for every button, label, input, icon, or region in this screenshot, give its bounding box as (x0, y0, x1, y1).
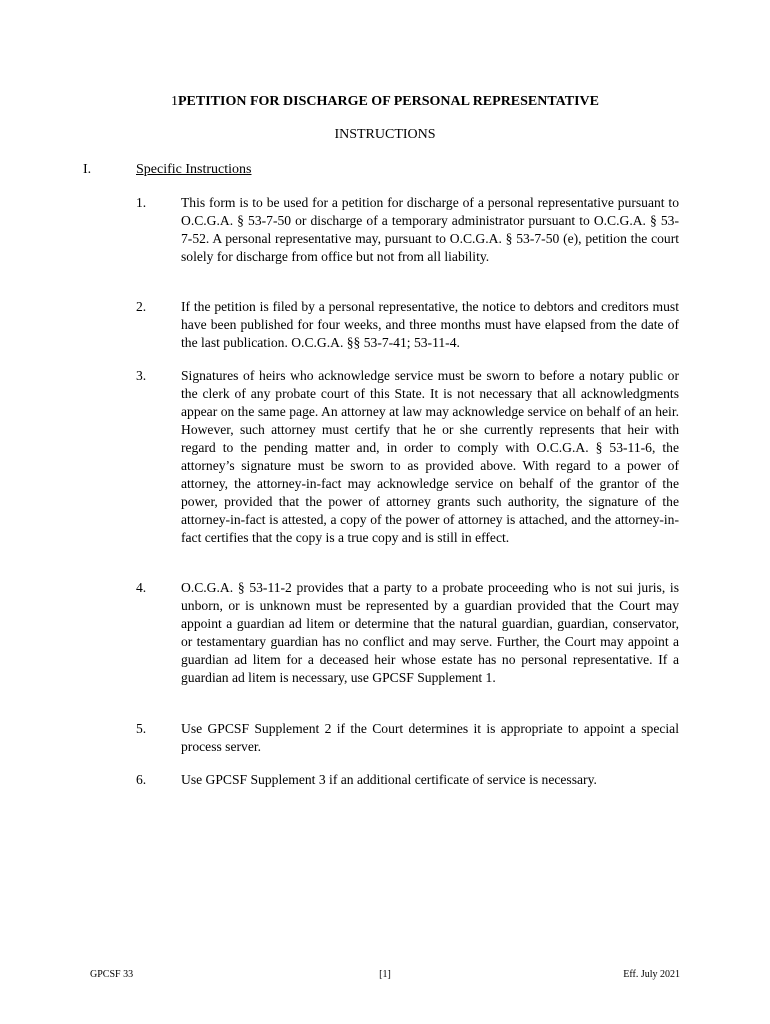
title-marker: 1 (171, 94, 178, 109)
item-text: O.C.G.A. § 53-11-2 provides that a party to a probate proceeding who is not sui juris, is unborn, or is unknown must be represented by a guardian provided that the Court may appoint a guardian ad litem or determine that the natural guardian, guardian, conservator, or testamentary guardian has no conflict and may serve. Further, the Court may appoint a guardian ad litem for a deceased heir whose estate has no personal representative. If a guardian ad litem is necessary, use GPCSF Supplement 1. (181, 580, 679, 685)
footer-form-id: GPCSF 33 (90, 969, 134, 980)
item-text: Signatures of heirs who acknowledge service must be sworn to before a notary public or the clerk of any probate court of this State. It is not necessary that all acknowledgments appear on the same page. An attorney at law may acknowledge service on behalf of an heir. However, such attorney must certify that he or she currently represents that heir with regard to the pending matter and, in order to comply with O.C.G.A. § 53-11-6, the attorney’s signature must be sworn to as provided above. With regard to a power of attorney, the attorney-in-fact may acknowledge service on behalf of the grantor of the power, provided that the power of attorney grants such authority, the signature of the attorney-in-fact is attested, a copy of the power of attorney is attached, and the attorney-in-fact certifies that the copy is a true copy and is still in effect. (181, 368, 679, 545)
item-text: If the petition is filed by a personal representative, the notice to debtors and creditors must have been published for four weeks, and three months must have elapsed from the date of the last publication. O.C.G.A. §§ 53-7-41; 53-11-4. (181, 299, 679, 350)
item-text: Use GPCSF Supplement 3 if an additional certificate of service is necessary. (181, 772, 597, 787)
section-heading: Specific Instructions (136, 162, 252, 177)
item-number: 2. (136, 299, 147, 314)
section-number: I. (83, 162, 92, 177)
footer-effective-date: Eff. July 2021 (623, 969, 680, 980)
item-number: 5. (136, 721, 147, 736)
instructions-heading: INSTRUCTIONS (334, 127, 436, 142)
item-number: 6. (136, 772, 147, 787)
title-text: PETITION FOR DISCHARGE OF PERSONAL REPRESENTATIVE (178, 94, 599, 109)
item-number: 4. (136, 580, 147, 595)
item-number: 1. (136, 195, 147, 210)
item-number: 3. (136, 368, 147, 383)
item-text: This form is to be used for a petition for discharge of a personal representative pursuant to O.C.G.A. § 53-7-50 or discharge of a temporary administrator pursuant to O.C.G.A. § 53-7-52. A personal representative may, pursuant to O.C.G.A. § 53-7-50 (e), petition the court solely for discharge from office but not from all liability. (181, 195, 679, 264)
item-text: Use GPCSF Supplement 2 if the Court determines it is appropriate to appoint a special process server. (181, 721, 679, 754)
footer-page-number: [1] (379, 969, 391, 980)
page-title (0, 93, 770, 111)
